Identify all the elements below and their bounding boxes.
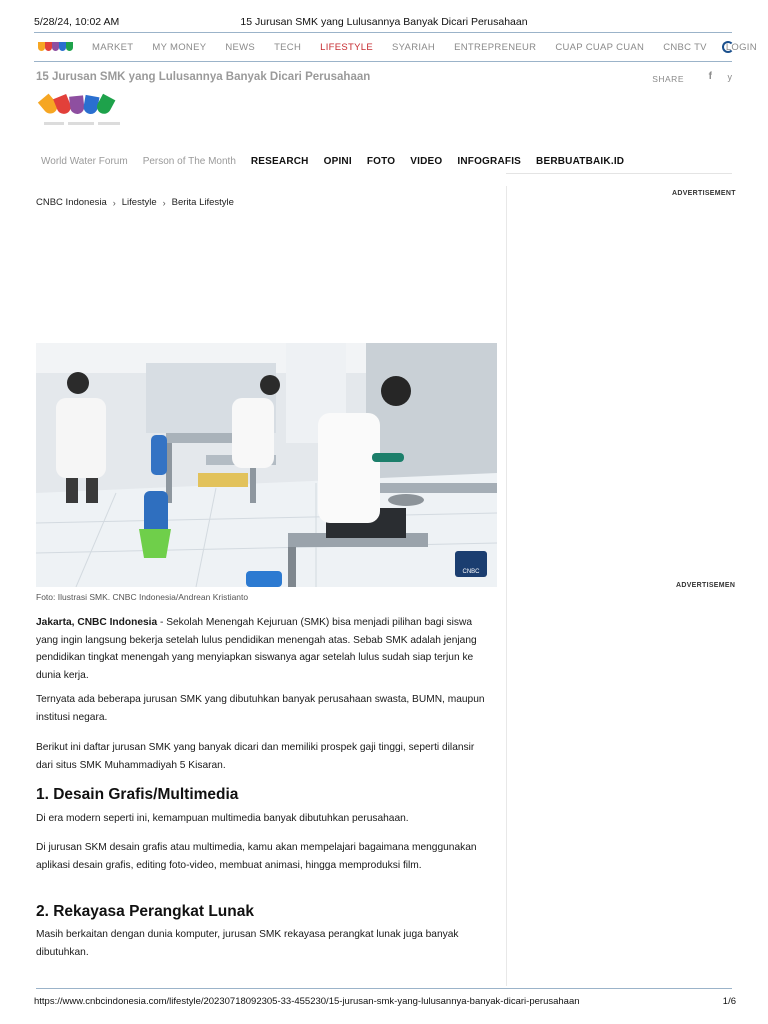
subnav-item-video[interactable]: VIDEO	[410, 155, 443, 167]
advertisement-label: ADVERTISEMEN	[676, 582, 736, 589]
section-heading: 2. Rekayasa Perangkat Lunak	[36, 903, 254, 920]
paragraph-text: - Sekolah Menengah Kejuruan (SMK) bisa menjadi pilihan bagi siswa yang ingin langsung bekerja setelah lulus pendidikan menengah atas. Sebab SMK adalah jenjang pendidikan tingkat menengah yang menyiapkan siswanya agar setelah lulus sudah siap terjun ke dunia kerja.	[36, 617, 477, 681]
topnav-item-my-money[interactable]: MY MONEY	[152, 41, 207, 53]
topnav-item-syariah[interactable]: SYARIAH	[391, 41, 436, 53]
watermark-text: CNBC	[462, 569, 480, 575]
top-navigation	[34, 32, 757, 62]
subnav-item-berbuatbaik-id[interactable]: BERBUATBAIK.ID	[536, 155, 625, 167]
topnav-item-tech[interactable]: TECH	[274, 41, 302, 53]
column-divider	[506, 186, 507, 986]
print-page-number: 1/6	[722, 996, 736, 1007]
breadcrumb	[36, 197, 234, 208]
footer-divider	[36, 988, 732, 989]
subnav-item-world-water-forum[interactable]: World Water Forum	[41, 155, 128, 167]
section-heading: 1. Desain Grafis/Multimedia	[36, 786, 239, 803]
cnbc-small-logo-icon[interactable]	[36, 40, 74, 56]
print-title: 15 Jurusan SMK yang Lulusannya Banyak Dicari Perusahaan	[240, 16, 528, 28]
article-paragraph: Berikut ini daftar jurusan SMK yang banyak dicari dan memiliki prospek gaji tinggi, seperti dilansir dari situs SMK Muhammadiyah 5 Kisaran.	[36, 742, 475, 771]
topnav-items	[92, 33, 768, 61]
dateline: Jakarta, CNBC Indonesia	[36, 617, 158, 628]
share-label: SHARE	[652, 74, 684, 84]
facebook-icon[interactable]: f	[708, 71, 712, 82]
topnav-item-cnbc-tv[interactable]: CNBC TV	[663, 41, 707, 53]
topnav-item-news[interactable]: NEWS	[225, 41, 256, 53]
article-paragraph: Di jurusan SKM desain grafis atau multimedia, kamu akan mempelajari bagaimana menggunakan aplikasi desain grafis, editing foto-video, membuat animasi, hingga memproduksi film.	[36, 842, 477, 871]
chevron-right-icon: ›	[112, 197, 116, 208]
print-date: 5/28/24, 10:02 AM	[34, 16, 120, 28]
subnav-item-opini[interactable]: OPINI	[323, 155, 352, 167]
topnav-item-cuap-cuap-cuan[interactable]: CUAP CUAP CUAN	[555, 41, 645, 53]
article-paragraph	[36, 614, 491, 684]
sidebar-divider	[506, 173, 732, 174]
topnav-item-entrepreneur[interactable]: ENTREPRENEUR	[454, 41, 537, 53]
article-paragraph: Di era modern seperti ini, kemampuan multimedia banyak dibutuhkan perusahaan.	[36, 813, 409, 824]
image-caption: Foto: Ilustrasi SMK. CNBC Indonesia/Andrean Kristianto	[36, 592, 249, 602]
cnbc-indonesia-logo[interactable]	[42, 94, 122, 136]
article-paragraph: Masih berkaitan dengan dunia komputer, jurusan SMK rekayasa perangkat lunak juga banyak dibutuhkan.	[36, 929, 459, 958]
subnav-item-infografis[interactable]: INFOGRAFIS	[457, 155, 522, 167]
chevron-right-icon: ›	[162, 197, 166, 208]
sticky-article-title: 15 Jurusan SMK yang Lulusannya Banyak Dicari Perusahaan	[36, 71, 371, 83]
advertisement-label: ADVERTISEMENT	[672, 190, 736, 197]
breadcrumb-item[interactable]: CNBC Indonesia	[36, 197, 107, 208]
sub-navigation	[41, 154, 639, 168]
topnav-item-lifestyle[interactable]: LIFESTYLE	[320, 41, 373, 53]
breadcrumb-item[interactable]: Lifestyle	[121, 197, 157, 208]
breadcrumb-item[interactable]: Berita Lifestyle	[171, 197, 234, 208]
logo-wordmark	[42, 118, 122, 132]
print-url: https://www.cnbcindonesia.com/lifestyle/20230718092305-33-455230/15-jurusan-smk-yang-lulusannya-banyak-dicari-perusahaan	[34, 996, 580, 1007]
subnav-item-person-of-the-month[interactable]: Person of The Month	[142, 155, 236, 167]
subnav-item-research[interactable]: RESEARCH	[250, 155, 309, 167]
twitter-icon[interactable]: y	[727, 72, 732, 82]
topnav-item-market[interactable]: MARKET	[92, 41, 134, 53]
share-row	[34, 70, 732, 86]
article-paragraph: Ternyata ada beberapa jurusan SMK yang dibutuhkan banyak perusahaan swasta, BUMN, maupun institusi negara.	[36, 694, 485, 723]
search-icon[interactable]	[722, 41, 734, 53]
subnav-item-foto[interactable]: FOTO	[366, 155, 396, 167]
hero-image	[36, 343, 497, 587]
logo-petal-icon	[69, 95, 85, 114]
print-header	[0, 14, 768, 30]
topnav-item-login[interactable]: LOGIN	[725, 41, 757, 53]
